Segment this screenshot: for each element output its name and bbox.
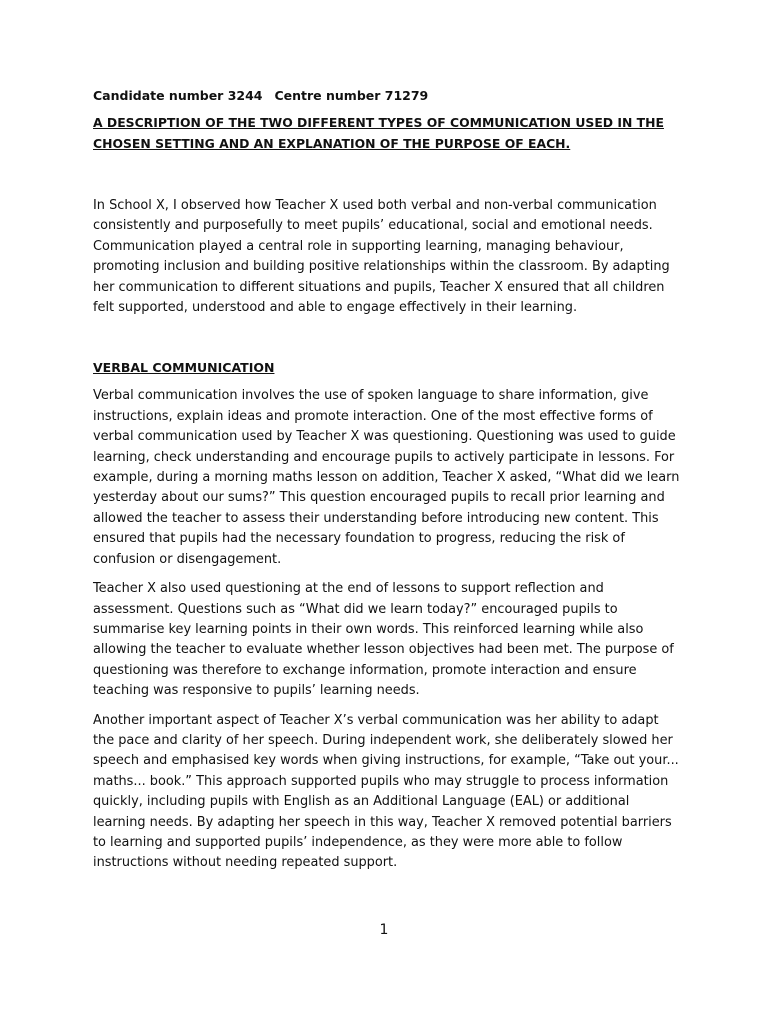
- page-content: [93, 86, 683, 883]
- candidate-number: Candidate number 3244: [93, 88, 263, 103]
- candidate-info: [93, 86, 683, 106]
- page-number: 1: [379, 922, 389, 938]
- intro-paragraph: In School X, I observed how Teacher X used both verbal and non-verbal communication consistently and purposefully to meet pupils’ educational, social and emotional needs. Communication played a central role in supporting learning, managing behaviour, promoting inclusion and building positive relationships within the classroom. By adapting her communication to different situations and pupils, Teacher X ensured that all children felt supported, understood and able to engage effectively in their learning.: [93, 198, 670, 316]
- document-heading: A DESCRIPTION OF THE TWO DIFFERENT TYPES OF COMMUNICATION USED IN THE CHOSEN SETTING AND AN EXPLANATION OF THE PURPOSE OF EACH.: [93, 115, 664, 151]
- section-heading-verbal-communication: VERBAL COMMUNICATION: [93, 360, 275, 376]
- centre-number: Centre number 71279: [274, 88, 429, 103]
- body-paragraph-1: Verbal communication involves the use of spoken language to share information, give instructions, explain ideas and promote interaction. One of the most effective forms of verbal communication used by Teacher X was questioning. Questioning was used to guide learning, check understanding and encourage pupils to actively participate in lessons. For example, during a morning maths lesson on addition, Teacher X asked, “What did we learn yesterday about our sums?” This question encouraged pupils to recall prior learning and allowed the teacher to assess their understanding before introducing new content. This ensured that pupils had the necessary foundation to progress, reducing the risk of confusion or disengagement.: [93, 388, 680, 567]
- body-paragraph-2: Teacher X also used questioning at the end of lessons to support reflection and assessment. Questions such as “What did we learn today?” encouraged pupils to summarise key learning points in their own words. This reinforced learning while also allowing the teacher to evaluate whether lesson objectives had been met. The purpose of questioning was therefore to exchange information, promote interaction and ensure teaching was responsive to pupils’ learning needs.: [93, 581, 674, 699]
- body-paragraph-3: Another important aspect of Teacher X’s verbal communication was her ability to adapt the pace and clarity of her speech. During independent work, she deliberately slowed her speech and emphasised key words when giving instructions, for example, “Take out your... maths... book.” This approach supported pupils who may struggle to process information quickly, including pupils with English as an Additional Language (EAL) or additional learning needs. By adapting her speech in this way, Teacher X removed potential barriers to learning and supported pupils’ independence, as they were more able to follow instructions without needing repeated support.: [93, 712, 679, 871]
